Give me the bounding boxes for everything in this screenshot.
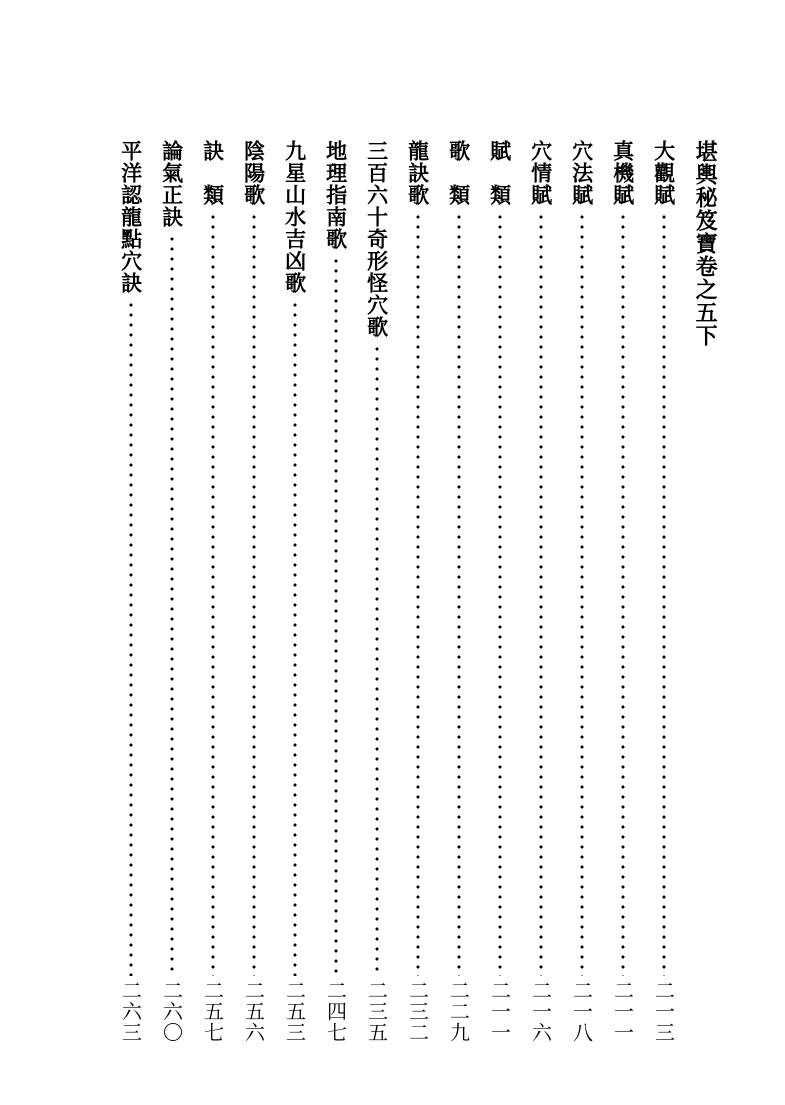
toc-entry — [233, 140, 274, 1045]
toc-entry — [356, 140, 397, 1045]
toc-entry — [397, 140, 438, 1045]
toc-entry — [151, 140, 192, 1045]
toc-entry — [438, 140, 479, 1045]
toc-heading — [684, 140, 725, 1045]
toc-page-number: 二五三 — [282, 980, 307, 1043]
toc-entry-label: 陰陽歌 — [241, 140, 267, 206]
toc-entry-label: 平洋認龍點穴訣 — [118, 140, 144, 294]
toc-entry — [479, 140, 520, 1045]
toc-page-number: 二五六 — [241, 980, 266, 1043]
toc-heading-label: 堪輿秘笈寶卷之五下 — [692, 140, 719, 347]
toc-entry — [274, 140, 315, 1045]
toc-page-number: 二六三 — [118, 980, 143, 1043]
toc-entry-label: 歌 類 — [446, 140, 472, 206]
dot-leader — [356, 338, 397, 980]
dot-leader — [192, 206, 233, 980]
toc-entry — [561, 140, 602, 1045]
toc-entry-label: 九星山水吉凶歌 — [282, 140, 308, 294]
toc-entry-label: 大觀賦 — [651, 140, 677, 206]
dot-leader — [315, 250, 356, 980]
toc-entry-label: 訣 類 — [200, 140, 226, 206]
dot-leader — [438, 206, 479, 980]
dot-leader — [520, 206, 561, 980]
dot-leader — [684, 347, 725, 1045]
dot-leader — [110, 294, 151, 980]
toc-entry-label: 論氣正訣 — [159, 140, 185, 228]
toc-entry — [520, 140, 561, 1045]
dot-leader — [233, 206, 274, 980]
toc-page-number: 二一一 — [610, 980, 635, 1043]
toc-page-number: 二一六 — [528, 980, 553, 1043]
dot-leader — [151, 228, 192, 980]
toc-entry-label: 三百六十奇形怪穴歌 — [364, 140, 390, 338]
toc-page-number: 二二九 — [446, 980, 471, 1043]
dot-leader — [561, 206, 602, 980]
table-of-contents — [60, 140, 725, 1045]
toc-entry — [602, 140, 643, 1045]
dot-leader — [643, 206, 684, 980]
toc-entry — [315, 140, 356, 1045]
toc-entry-label: 穴法賦 — [569, 140, 595, 206]
toc-page-number: 二三二 — [405, 980, 430, 1043]
toc-entry — [192, 140, 233, 1045]
toc-entry-label: 穴情賦 — [528, 140, 554, 206]
dot-leader — [479, 206, 520, 980]
toc-page-number: 二四七 — [323, 980, 348, 1043]
toc-entry-label: 真機賦 — [610, 140, 636, 206]
toc-entry-label: 賦 類 — [487, 140, 513, 206]
toc-page-number: 二一八 — [569, 980, 594, 1043]
toc-entry-label: 地理指南歌 — [323, 140, 349, 250]
dot-leader — [397, 206, 438, 980]
toc-entry-label: 龍訣歌 — [405, 140, 431, 206]
toc-entry — [643, 140, 684, 1045]
toc-page-number: 二三五 — [364, 980, 389, 1043]
dot-leader — [602, 206, 643, 980]
dot-leader — [274, 294, 315, 980]
toc-page-number: 二五七 — [200, 980, 225, 1043]
toc-entry — [110, 140, 151, 1045]
toc-page-number: 二一三 — [651, 980, 676, 1043]
toc-page-number: 二一一 — [487, 980, 512, 1043]
toc-page-number: 二六〇 — [159, 980, 184, 1043]
